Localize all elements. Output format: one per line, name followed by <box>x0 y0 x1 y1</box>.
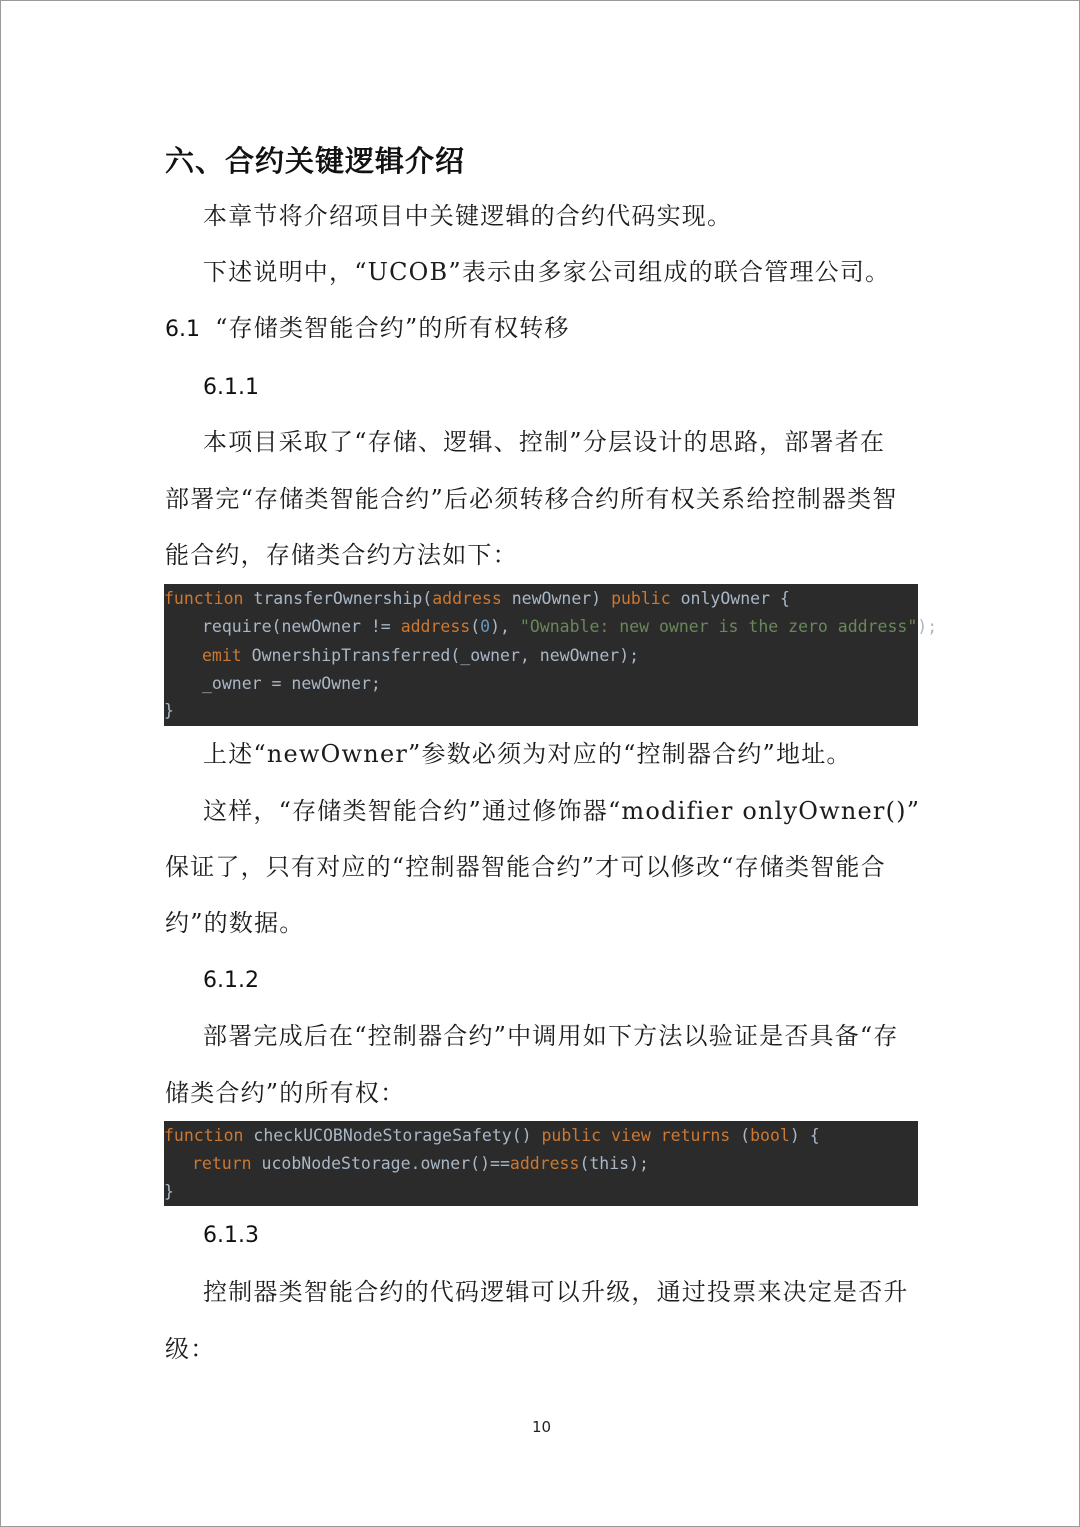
intro-paragraph-2: 下述说明中，“UCOB”表示由多家公司组成的联合管理公司。 <box>203 258 891 286</box>
para-611-line-2: 部署完“存储类智能合约”后必须转移合约所有权关系给控制器类智 <box>165 485 898 513</box>
code-block-transfer-ownership <box>164 584 938 726</box>
para-modifier-line-3: 约”的数据。 <box>165 909 305 937</box>
para-613-line-2: 级： <box>165 1335 216 1363</box>
para-613-line-1: 控制器类智能合约的代码逻辑可以升级，通过投票来决定是否升 <box>203 1278 909 1306</box>
code-line: require(newOwner != address(0), "Ownable: new owner is the zero address"); <box>202 617 938 636</box>
section-number: 6.1 <box>165 317 200 342</box>
code-line: } <box>164 701 174 720</box>
para-newowner: 上述“newOwner”参数必须为对应的“控制器合约”地址。 <box>203 740 852 768</box>
code-line: return ucobNodeStorage.owner()==address(this); <box>192 1154 649 1173</box>
section-heading <box>165 314 570 343</box>
code-block-check-safety <box>164 1121 918 1206</box>
code-line: function transferOwnership(address newOwner) public onlyOwner { <box>164 589 790 608</box>
subsection-number-612: 6.1.2 <box>203 968 259 993</box>
section-title: “存储类智能合约”的所有权转移 <box>215 314 570 342</box>
subsection-number-611: 6.1.1 <box>203 375 259 400</box>
chapter-title: 六、合约关键逻辑介绍 <box>165 144 466 178</box>
para-611-line-1: 本项目采取了“存储、逻辑、控制”分层设计的思路，部署者在 <box>203 428 886 456</box>
para-611-line-3: 能合约，存储类合约方法如下： <box>165 541 518 569</box>
code-line: emit OwnershipTransferred(_owner, newOwner); <box>202 646 640 665</box>
page-number: 10 <box>532 1418 552 1436</box>
code-line: _owner = newOwner; <box>202 674 381 693</box>
intro-paragraph-1: 本章节将介绍项目中关键逻辑的合约代码实现。 <box>203 202 733 230</box>
para-612-line-1: 部署完成后在“控制器合约”中调用如下方法以验证是否具备“存 <box>203 1022 899 1050</box>
subsection-number-613: 6.1.3 <box>203 1223 259 1248</box>
para-612-line-2: 储类合约”的所有权： <box>165 1079 406 1107</box>
code-line: } <box>164 1182 174 1201</box>
para-modifier-line-2: 保证了，只有对应的“控制器智能合约”才可以修改“存储类智能合 <box>165 853 886 881</box>
para-modifier-line-1: 这样，“存储类智能合约”通过修饰器“modifier onlyOwner()” <box>203 797 921 825</box>
code-line: function checkUCOBNodeStorageSafety() public view returns (bool) { <box>164 1126 820 1145</box>
